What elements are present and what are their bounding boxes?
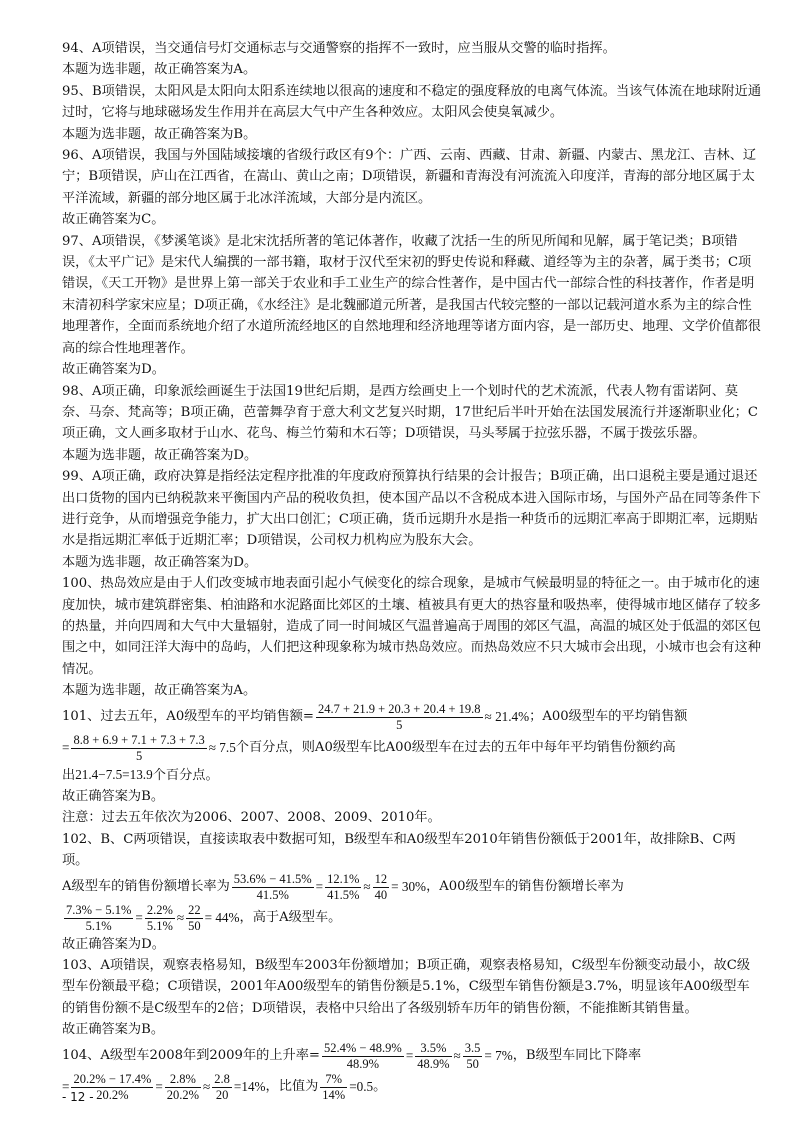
q104-mid: ，B级型车同比下降率 — [512, 1048, 642, 1064]
fraction — [322, 1041, 404, 1072]
fraction-denominator: 5.1% — [146, 918, 173, 933]
q98-answer: 本题为选非题，故正确答案为D。 — [62, 447, 258, 463]
q104-ratio-lead: ，比值为 — [265, 1079, 319, 1095]
approx-sign: ≈ — [203, 1079, 211, 1095]
q99-answer: 本题为选非题，故正确答案为D。 — [62, 554, 258, 570]
q96-answer: 故正确答案为C。 — [62, 212, 165, 228]
fraction-denominator: 48.9% — [417, 1056, 450, 1071]
fraction — [463, 1041, 483, 1072]
q102-result-a: = 30% — [391, 879, 427, 895]
fraction-denominator: 41.5% — [256, 887, 289, 902]
fraction-numerator: 2.2% — [146, 902, 173, 917]
q101-lead: 101、过去五年，A0级型车的平均销售额= — [62, 709, 314, 725]
fraction-denominator: 20 — [215, 1087, 229, 1102]
q102-line2 — [62, 872, 762, 903]
fraction-numerator: 20.2% − 17.4% — [73, 1071, 152, 1086]
fraction-denominator: 41.5% — [327, 887, 360, 902]
q102-line1: 102、B、C两项错误，直接读取表中数据可知，B级型车和A0级型车2010年销售份额低于2001年，故排除B、C两项。 — [62, 831, 736, 869]
q101-result-a0: ≈ 21.4% — [484, 709, 530, 725]
q101-tail2b: 个百分点。 — [152, 767, 219, 783]
fraction-denominator: 48.9% — [346, 1056, 380, 1071]
q101-line2 — [62, 733, 762, 764]
answer-page — [62, 38, 762, 1103]
q102-lead: A级型车的销售份额增长率为 — [62, 879, 230, 895]
equals-sign: = — [315, 879, 324, 895]
fraction-numerator: 7% — [320, 1072, 347, 1088]
fraction-numerator: 12 — [374, 871, 388, 886]
q98-explanation: 98、A项正确，印象派绘画诞生于法国19世纪后期，是西方绘画史上一个划时代的艺术流派，代表人物有雷诺阿、莫奈、马奈、梵高等；B项正确，芭蕾舞孕育于意大利文艺复兴时期，17世纪后半叶开始在法国发展流行并逐渐职业化；C项正确，文人画多取材于山水、花鸟、梅兰竹菊和木石等；D项错误，马头琴属于拉弦乐器，不属于拨弦乐器。 — [62, 383, 758, 442]
fraction-numerator: 53.6% − 41.5% — [233, 871, 312, 886]
q97-answer: 故正确答案为D。 — [62, 362, 165, 378]
fraction — [186, 903, 203, 934]
q104-result-b: =14% — [233, 1079, 266, 1095]
fraction — [212, 1072, 232, 1103]
q95-answer: 本题为选非题，故正确答案为B。 — [62, 126, 257, 142]
fraction-denominator: 20.2% — [96, 1087, 129, 1102]
q101-note: 注意：过去五年依次为2006、2007、2008、2009、2010年。 — [62, 810, 441, 826]
fraction-denominator: 5 — [135, 748, 143, 763]
q94-explanation: 94、A项错误，当交通信号灯交通标志与交通警察的指挥不一致时，应当服从交警的临时指挥。 — [62, 41, 616, 56]
fraction-denominator: 14% — [322, 1087, 346, 1102]
approx-sign: ≈ — [453, 1048, 461, 1064]
fraction-denominator: 5 — [396, 717, 403, 732]
equals-sign: = — [155, 1079, 163, 1095]
fraction — [325, 872, 361, 903]
fraction-numerator: 7.3% − 5.1% — [66, 902, 132, 917]
equals-sign: = — [62, 740, 70, 756]
fraction-denominator: 5.1% — [85, 918, 112, 933]
q96-explanation: 96、A项错误，我国与外国陆域接壤的省级行政区有9个：广西、云南、西藏、甘肃、新疆、内蒙古、黑龙江、吉林、辽宁；B项错误，庐山在江西省，在嵩山、黄山之南；D项错误，新疆和青海没有河流流入印度洋，青海的部分地区属于太平洋流域，新疆的部分地区属于北冰洋流域，大部分是内流区。 — [62, 148, 757, 206]
q101-difference-calc: 21.4−7.5=13.9 — [75, 766, 153, 782]
q101-a0-average-fraction — [316, 702, 483, 733]
q100-explanation: 100、热岛效应是由于人们改变城市地表面引起小气候变化的综合现象，是城市气候最明显的特征之一。由于城市化的速度加快，城市建筑群密集、柏油路和水泥路面比郊区的土壤、植被具有更大的热容量和吸热率，使得城市地区储存了较多的热量，并向四周和大气中大量辐射，造成了同一时间城区气温普遍高于周围的郊区气温，高温的城区处于低温的郊区包围之中，如同汪洋大海中的岛屿，人们把这种现象称为城市热岛效应。而热岛效应不只大城市会出现，小城市也会有这种情况。 — [62, 576, 761, 677]
page-number: - 12 - — [62, 1090, 94, 1104]
fraction-numerator: 3.5 — [464, 1040, 481, 1055]
q101-line3 — [62, 764, 762, 786]
q104-line2 — [62, 1072, 762, 1103]
q100-answer: 本题为选非题，故正确答案为A。 — [62, 683, 257, 699]
q104-result-a: = 7% — [484, 1048, 513, 1064]
q101-line1 — [62, 702, 762, 733]
q102-mid: ，A00级型车的销售份额增长率为 — [426, 879, 624, 895]
q101-tail2a: 出 — [62, 767, 76, 783]
fraction — [165, 1072, 201, 1103]
q99-explanation: 99、A项正确，政府决算是指经法定程序批准的年度政府预算执行结果的会计报告；B项正确，出口退税主要是通过退还出口货物的国内已纳税款来平衡国内产品的税收负担，使本国产品以不含税成本进入国际市场，与国外产品在同等条件下进行竞争，从而增强竞争能力，扩大出口创汇；C项正确，货币远期升水是指一种货币的远期汇率高于即期汇率，远期贴水是指远期汇率低于近期汇率；D项错误，公司权力机构应为股东大会。 — [62, 469, 761, 549]
q101-answer: 故正确答案为B。 — [62, 789, 165, 804]
q102-line3 — [62, 903, 762, 934]
q95-explanation: 95、B项错误，太阳风是太阳向太阳系连续地以很高的速度和不稳定的强度释放的电离气体流。当该气体流在地球附近通过时，它将与地球磁场发生作用并在高层大气中产生各种效应。太阳风会使臭氧减少。 — [62, 83, 762, 121]
q101-mid: ；A00级型车的平均销售额 — [529, 709, 688, 725]
q102-tail: ，高于A级型车。 — [239, 910, 342, 926]
fraction-numerator: 52.4% − 48.9% — [323, 1040, 402, 1055]
fraction — [64, 903, 133, 934]
fraction-denominator: 20.2% — [166, 1087, 200, 1102]
fraction-numerator: 22 — [188, 902, 201, 917]
fraction-denominator: 50 — [466, 1056, 479, 1071]
fraction-numerator: 2.8% — [165, 1072, 201, 1088]
fraction — [373, 872, 390, 903]
q104-lead: 104、A级型车2008年到2009年的上升率= — [62, 1048, 320, 1064]
q94-answer: 本题为选非题，故正确答案为A。 — [62, 62, 257, 78]
q103-answer: 故正确答案为B。 — [62, 1022, 165, 1038]
fraction — [320, 1072, 347, 1103]
fraction — [232, 872, 314, 903]
fraction-numerator: 3.5% — [415, 1041, 451, 1057]
approx-sign: ≈ — [363, 879, 371, 895]
q102-answer: 故正确答案为D。 — [62, 936, 165, 952]
equals-sign: = — [405, 1048, 414, 1064]
fraction-numerator: 12.1% — [327, 871, 360, 886]
fraction-numerator: 2.8 — [214, 1071, 230, 1086]
fraction-numerator: 8.8 + 6.9 + 7.1 + 7.3 + 7.3 — [73, 732, 205, 747]
q102-result-a00: = 44% — [204, 910, 240, 926]
q101-a00-average-fraction — [71, 733, 206, 764]
fraction-denominator: 40 — [374, 887, 388, 902]
q104-end: 。 — [373, 1079, 387, 1095]
q104-ratio-result: =0.5 — [349, 1079, 374, 1095]
fraction — [415, 1041, 451, 1072]
fraction-denominator: 50 — [188, 918, 201, 933]
q103-explanation: 103、A项错误，观察表格易知，B级型车2003年份额增加；B项正确，观察表格易知，C级型车份额变动最小，故C级型车份额最平稳；C项错误，2001年A00级型车的销售份额是5.1%，C级型车销售份额是3.7%，明显该年A00级型车的销售份额不是C级型车的2倍；D项错误，表格中只给出了各级别轿车历年的销售份额，不能推断其销售量。 — [62, 958, 751, 1016]
fraction — [145, 903, 175, 934]
q97-explanation: 97、A项错误，《梦溪笔谈》是北宋沈括所著的笔记体著作，收藏了沈括一生的所见所闻和见解，属于笔记类；B项错误，《太平广记》是宋代人编撰的一部书籍，取材于汉代至宋初的野史传说和释藏、道经等为主的杂著，属于类书；C项错误，《天工开物》是世界上第一部关于农业和手工业生产的综合性著作，是中国古代一部综合性的科技著作，作者是明末清初科学家宋应星；D项正确，《水经注》是北魏郦道元所著，是我国古代较完整的一部以记载河道水系为主的综合性地理著作，全面而系统地介绍了水道所流经地区的自然地理和经济地理等诸方面内容，是一部历史、地理、文学价值都很高的综合性地理著作。 — [62, 233, 761, 356]
equals-sign: = — [135, 910, 143, 926]
fraction-numerator: 24.7 + 21.9 + 20.3 + 20.4 + 19.8 — [317, 701, 481, 716]
q101-tail: 个百分点，则A0级型车比A00级型车在过去的五年中每年平均销售份额约高 — [235, 740, 676, 756]
equals-sign: = — [62, 1079, 70, 1095]
approx-sign: ≈ — [176, 910, 185, 926]
q104-line1 — [62, 1041, 762, 1072]
q101-result-a00: ≈ 7.5 — [208, 740, 236, 756]
